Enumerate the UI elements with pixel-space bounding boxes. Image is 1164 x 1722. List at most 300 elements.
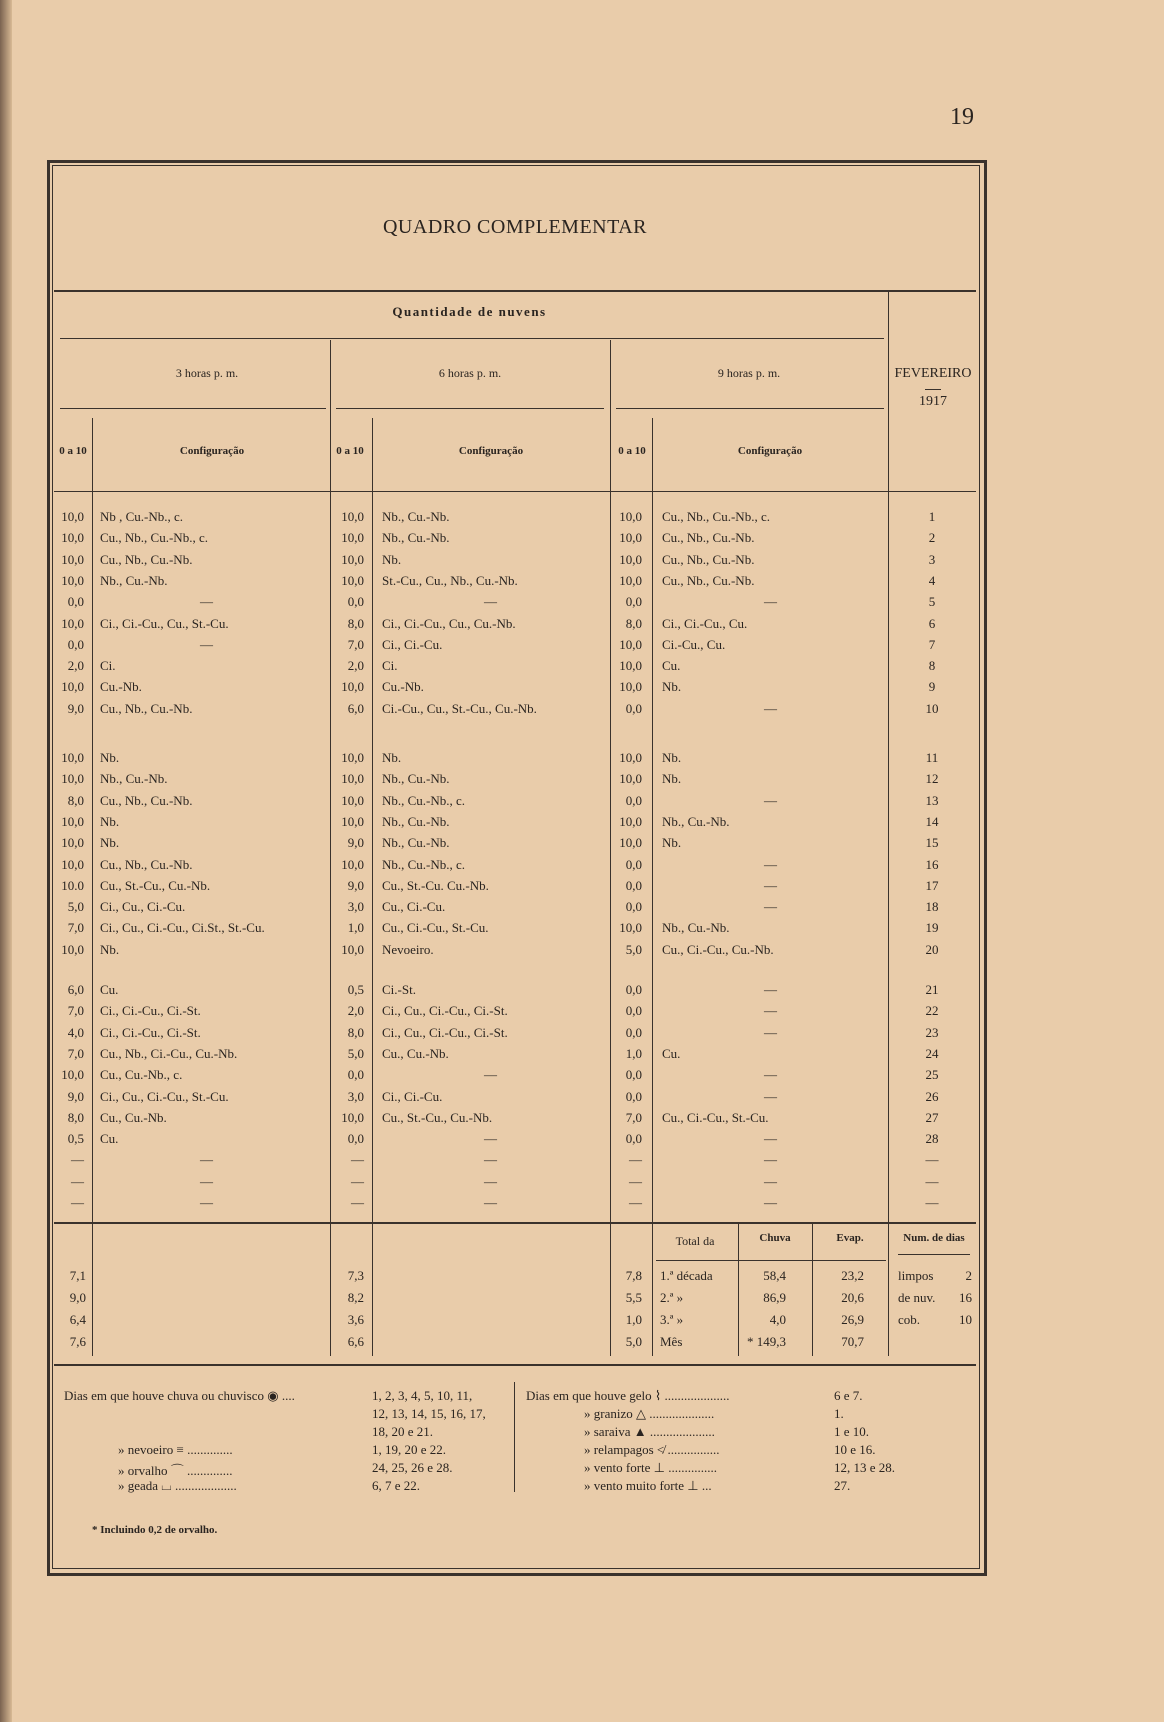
amount-9pm: 10,0 [619, 530, 642, 546]
amount-9pm: — [629, 1173, 642, 1189]
amount-header-9pm: 0 a 10 [618, 445, 646, 457]
amount-6pm: 0,0 [347, 594, 364, 610]
config-9pm: — [764, 1067, 777, 1083]
summary-evap-value: 23,2 [841, 1268, 864, 1283]
amount-header-6pm: 0 a 10 [336, 445, 364, 457]
bottom-divider [514, 1382, 515, 1492]
config-6pm: — [484, 1195, 497, 1210]
config-6pm: — [484, 1152, 497, 1168]
day-number: 5 [928, 594, 936, 610]
bottom-right-label: » vento forte ⊥ ............... [584, 1460, 717, 1475]
footnote: * Incluindo 0,2 de orvalho. [92, 1524, 218, 1536]
amount-9pm: 10,0 [619, 835, 642, 851]
amount-3pm: 0,0 [67, 636, 84, 652]
days-label: cob. [898, 1312, 921, 1327]
table-row [0, 637, 1164, 657]
config-3pm: Cu., Nb., Cu.-Nb. [100, 551, 193, 567]
config-3pm: Nb., Cu.-Nb. [100, 771, 168, 787]
amount-3pm: 7,0 [67, 920, 84, 936]
hour-rule-3 [616, 408, 884, 409]
amount-9pm: 0,0 [625, 792, 642, 808]
bottom-right-values: 1. [834, 1406, 844, 1421]
hour-rule-1 [60, 408, 326, 409]
config-6pm: St.-Cu., Cu., Nb., Cu.-Nb. [382, 572, 518, 588]
day-number: 28 [925, 1131, 939, 1147]
day-number: 16 [925, 856, 939, 872]
config-6pm: Ci. [382, 658, 398, 674]
config-6pm: Nb., Cu.-Nb. [382, 509, 450, 524]
data-bottom-rule [54, 1222, 976, 1224]
amount-3pm: 10,0 [61, 771, 84, 787]
amount-9pm: 10,0 [619, 920, 642, 936]
day-number: 13 [925, 792, 939, 808]
table-row [0, 982, 1164, 1002]
config-6pm: Ci., Cu., Ci.-Cu., Ci.-St. [382, 1024, 508, 1040]
total-header: Total da [675, 1234, 715, 1248]
config-6pm: Nb., Cu.-Nb., c. [382, 856, 466, 872]
config-6pm: Nb., Cu.-Nb. [382, 813, 450, 829]
config-3pm: — [200, 1152, 213, 1168]
config-3pm: Cu., Nb., Cu.-Nb., c. [100, 530, 208, 546]
config-6pm: Nevoeiro. [382, 941, 434, 957]
amount-6pm: 10,0 [341, 551, 364, 567]
config-6pm: Ci., Ci.-Cu. [382, 1088, 443, 1104]
amount-3pm: — [71, 1152, 84, 1168]
config-6pm: Nb. [382, 750, 402, 765]
amount-6pm: 10,0 [341, 792, 364, 808]
table-row [0, 814, 1164, 834]
config-3pm: Cu., Nb., Cu.-Nb. [100, 856, 193, 872]
day-number: 6 [928, 615, 936, 631]
config-9pm: — [764, 1173, 777, 1189]
table-row [0, 573, 1164, 593]
config-6pm: Nb., Cu.-Nb. [382, 771, 450, 787]
amount-header-3pm: 0 a 10 [59, 445, 87, 457]
config-6pm: Nb., Cu.-Nb., c. [382, 792, 466, 808]
amount-9pm: 10,0 [619, 636, 642, 652]
amount-6pm: 8,0 [347, 1024, 364, 1040]
config-header-3pm: Configuração [179, 445, 245, 457]
table-row [0, 835, 1164, 855]
amount-9pm: 10,0 [619, 813, 642, 829]
table-row [0, 1110, 1164, 1130]
bottom-left-label: Dias em que houve chuva ou chuvisco ◉ .... [64, 1388, 295, 1403]
config-6pm: Cu., Ci.-Cu., St.-Cu. [382, 920, 489, 936]
day-number: 19 [925, 920, 939, 936]
day-number: 22 [925, 1003, 939, 1019]
summary-period-label: Mês [660, 1334, 683, 1349]
config-3pm: — [200, 1173, 213, 1189]
amount-3pm: 10,0 [61, 615, 84, 631]
config-9pm: — [764, 594, 777, 610]
amount-3pm: 10,0 [61, 835, 84, 851]
bottom-right-label: » granizo △ .................... [584, 1406, 715, 1421]
config-9pm: Nb. [662, 679, 682, 695]
days-value: 2 [965, 1268, 972, 1283]
table-row [0, 899, 1164, 919]
amount-6pm: 10,0 [341, 1109, 364, 1125]
amount-6pm: 5,0 [347, 1045, 364, 1061]
amount-3pm: 5,0 [67, 899, 84, 915]
dias-header-rule [898, 1254, 970, 1255]
amount-9pm: 7,0 [625, 1109, 642, 1125]
bottom-left-values: 12, 13, 14, 15, 16, 17, [372, 1406, 486, 1421]
day-number: 18 [925, 899, 939, 915]
day-number: 20 [925, 941, 939, 957]
config-6pm: Ci.-Cu., Cu., St.-Cu., Cu.-Nb. [382, 700, 537, 716]
config-9pm: Ci.-Cu., Cu. [662, 636, 726, 652]
table-row [0, 701, 1164, 721]
table-row [0, 509, 1164, 529]
config-9pm: — [764, 792, 777, 808]
title-divider [54, 290, 976, 292]
summary-bottom-rule [54, 1364, 976, 1366]
summary-period-label: 1.ª década [660, 1268, 713, 1283]
table-row [0, 679, 1164, 699]
config-9pm: Cu., Ci.-Cu., Cu.-Nb. [662, 941, 774, 957]
amount-9pm: 10,0 [619, 551, 642, 567]
amount-9pm: 10,0 [619, 771, 642, 787]
amount-3pm: 10,0 [61, 750, 84, 765]
day-number: 25 [925, 1067, 939, 1083]
amount-3pm: — [71, 1195, 84, 1210]
mean-9pm: 1,0 [625, 1312, 642, 1327]
amount-9pm: 0,0 [625, 1024, 642, 1040]
bottom-right-values: 12, 13 e 28. [834, 1460, 896, 1475]
amount-6pm: 10,0 [341, 750, 364, 765]
day-number: — [925, 1173, 939, 1189]
amount-3pm: 4,0 [67, 1024, 84, 1040]
bottom-right-values: 27. [834, 1478, 851, 1493]
amount-3pm: 7,0 [67, 1045, 84, 1061]
amount-3pm: 7,0 [67, 1003, 84, 1019]
table-row [0, 1174, 1164, 1194]
config-9pm: Nb. [662, 750, 682, 765]
bottom-left-values: 6, 7 e 22. [372, 1478, 421, 1493]
amount-6pm: 0,5 [347, 982, 364, 997]
table-row [0, 942, 1164, 962]
table-row [0, 594, 1164, 614]
day-number: 8 [928, 658, 936, 674]
config-9pm: — [764, 1024, 777, 1040]
amount-3pm: 10,0 [61, 551, 84, 567]
config-9pm: Cu., Nb., Cu.-Nb. [662, 551, 755, 567]
day-number: 11 [925, 750, 939, 765]
amount-3pm: 10,0 [61, 572, 84, 588]
bottom-right-values: 6 e 7. [834, 1388, 863, 1403]
amount-3pm: 10.0 [61, 877, 84, 893]
config-6pm: Cu., St.-Cu., Cu.-Nb. [382, 1109, 493, 1125]
config-9pm: Nb. [662, 771, 682, 787]
days-label: de nuv. [898, 1290, 936, 1305]
amount-3pm: 6,0 [67, 982, 84, 997]
day-number: 2 [928, 530, 936, 546]
config-3pm: Cu. [100, 982, 119, 997]
table-row [0, 771, 1164, 791]
config-9pm: Nb., Cu.-Nb. [662, 813, 730, 829]
config-3pm: Cu., Nb., Ci.-Cu., Cu.-Nb. [100, 1045, 238, 1061]
bottom-left-values: 1, 2, 3, 4, 5, 10, 11, [372, 1388, 473, 1403]
day-number: 9 [928, 679, 936, 695]
summary-evap-value: 70,7 [841, 1334, 864, 1349]
config-9pm: — [764, 899, 777, 915]
amount-6pm: — [351, 1173, 364, 1189]
config-3pm: — [200, 594, 213, 610]
config-3pm: Cu., Cu.-Nb. [100, 1109, 167, 1125]
config-6pm: — [484, 1131, 497, 1147]
amount-6pm: 10,0 [341, 856, 364, 872]
amount-9pm: 0,0 [625, 877, 642, 893]
config-9pm: Ci., Ci.-Cu., Cu. [662, 615, 748, 631]
config-3pm: Nb , Cu.-Nb., c. [100, 509, 184, 524]
config-3pm: Cu., Nb., Cu.-Nb. [100, 700, 193, 716]
amount-3pm: 2,0 [67, 658, 84, 674]
amount-6pm: 1,0 [347, 920, 364, 936]
table-row [0, 750, 1164, 770]
mean-9pm: 5,0 [625, 1334, 642, 1349]
config-9pm: — [764, 877, 777, 893]
day-number: 1 [928, 509, 936, 524]
config-3pm: Nb., Cu.-Nb. [100, 572, 168, 588]
hour-3pm-header: 3 horas p. m. [175, 366, 239, 380]
amount-6pm: 6,0 [347, 700, 364, 716]
amount-9pm: 0,0 [625, 856, 642, 872]
amount-3pm: 10,0 [61, 941, 84, 957]
bottom-left-values: 24, 25, 26 e 28. [372, 1460, 453, 1475]
mean-3pm: 7,1 [69, 1268, 86, 1283]
amount-3pm: 9,0 [67, 1088, 84, 1104]
amount-9pm: 0,0 [625, 594, 642, 610]
summary-evap-value: 20,6 [841, 1290, 864, 1305]
config-3pm: Ci., Ci.-Cu., Ci.-St. [100, 1003, 201, 1019]
config-9pm: Cu. [662, 1045, 681, 1061]
amount-6pm: 10,0 [341, 530, 364, 546]
config-3pm: Ci., Cu., Ci.-Cu., St.-Cu. [100, 1088, 229, 1104]
amount-9pm: 0,0 [625, 899, 642, 915]
amount-3pm: 8,0 [67, 792, 84, 808]
config-3pm: Ci., Ci.-Cu., Cu., St.-Cu. [100, 615, 229, 631]
config-3pm: Ci. [100, 658, 116, 674]
config-3pm: — [200, 636, 213, 652]
config-3pm: Cu., St.-Cu., Cu.-Nb. [100, 877, 211, 893]
config-9pm: — [764, 1152, 777, 1168]
amount-3pm: 10,0 [61, 813, 84, 829]
day-number: 7 [928, 636, 936, 652]
amount-9pm: 0,0 [625, 700, 642, 716]
amount-3pm: 10,0 [61, 679, 84, 695]
table-row [0, 1067, 1164, 1087]
amount-6pm: 0,0 [347, 1131, 364, 1147]
header-bottom-rule [54, 491, 976, 492]
mean-3pm: 6,4 [69, 1312, 86, 1327]
month-divider [925, 389, 941, 390]
hour-6pm-header: 6 horas p. m. [438, 366, 502, 380]
config-9pm: Cu., Ci.-Cu., St.-Cu. [662, 1109, 769, 1125]
bottom-right-values: 10 e 16. [834, 1442, 876, 1457]
amount-9pm: 10,0 [619, 658, 642, 674]
bottom-right-label: » saraiva ▲ .................... [584, 1424, 715, 1439]
amount-6pm: 9,0 [347, 877, 364, 893]
summary-chuva-value: 58,4 [763, 1268, 786, 1283]
day-number: 26 [925, 1088, 939, 1104]
table-row [0, 1025, 1164, 1045]
amount-6pm: — [351, 1195, 364, 1210]
day-number: 15 [925, 835, 939, 851]
amount-6pm: 8,0 [347, 615, 364, 631]
config-6pm: Nb. [382, 551, 402, 567]
config-9pm: — [764, 1131, 777, 1147]
bottom-left-values: 1, 19, 20 e 22. [372, 1442, 447, 1457]
config-3pm: Cu., Nb., Cu.-Nb. [100, 792, 193, 808]
day-number: 21 [925, 982, 939, 997]
amount-6pm: 10,0 [341, 813, 364, 829]
config-3pm: Nb. [100, 813, 120, 829]
table-row [0, 1152, 1164, 1172]
days-value: 16 [959, 1290, 972, 1305]
amount-3pm: 10,0 [61, 530, 84, 546]
mean-6pm: 6,6 [347, 1334, 364, 1349]
amount-6pm: 2,0 [347, 658, 364, 674]
amount-9pm: 10,0 [619, 679, 642, 695]
table-row [0, 1046, 1164, 1066]
table-row [0, 616, 1164, 636]
summary-chuva-value: * 149,3 [747, 1334, 786, 1349]
amount-3pm: — [71, 1173, 84, 1189]
config-3pm: Ci., Ci.-Cu., Ci.-St. [100, 1024, 201, 1040]
config-3pm: Cu., Cu.-Nb., c. [100, 1067, 183, 1083]
amount-9pm: 10,0 [619, 750, 642, 765]
config-9pm: Cu., Nb., Cu.-Nb. [662, 530, 755, 546]
config-3pm: Ci., Cu., Ci.-Cu. [100, 899, 186, 915]
config-9pm: — [764, 1195, 777, 1210]
table-row [0, 658, 1164, 678]
table-row [0, 1195, 1164, 1215]
table-row [0, 530, 1164, 550]
table-row [0, 1003, 1164, 1023]
month-label: FEVEREIRO [894, 366, 972, 381]
mean-6pm: 3,6 [347, 1312, 364, 1327]
amount-9pm: 0,0 [625, 1003, 642, 1019]
page-number: 19 [950, 104, 974, 130]
amount-3pm: 9,0 [67, 700, 84, 716]
table-row [0, 857, 1164, 877]
config-6pm: Nb., Cu.-Nb. [382, 530, 450, 546]
summary-period-label: 3.ª » [660, 1312, 684, 1327]
day-number: 23 [925, 1024, 939, 1040]
config-6pm: Ci., Ci.-Cu. [382, 636, 443, 652]
config-3pm: Cu.-Nb. [100, 679, 142, 695]
config-9pm: Cu., Nb., Cu.-Nb., c. [662, 509, 770, 524]
config-6pm: — [484, 594, 497, 610]
amount-6pm: 10,0 [341, 771, 364, 787]
config-6pm: Cu., St.-Cu. Cu.-Nb. [382, 877, 489, 893]
config-3pm: Nb. [100, 941, 120, 957]
day-number: 24 [925, 1045, 939, 1061]
amount-6pm: 10,0 [341, 572, 364, 588]
day-number: — [925, 1152, 939, 1168]
subtitle-rule [60, 338, 884, 339]
config-9pm: — [764, 1088, 777, 1104]
bottom-left-values: 18, 20 e 21. [372, 1424, 434, 1439]
amount-9pm: 8,0 [625, 615, 642, 631]
amount-6pm: 10,0 [341, 679, 364, 695]
config-9pm: Cu. [662, 658, 681, 674]
amount-3pm: 0,5 [67, 1131, 84, 1147]
year-label: 1917 [919, 394, 947, 409]
amount-9pm: 0,0 [625, 1088, 642, 1104]
days-value: 10 [959, 1312, 972, 1327]
mean-6pm: 8,2 [347, 1290, 364, 1305]
amount-9pm: — [629, 1152, 642, 1168]
day-number: 17 [925, 877, 939, 893]
amount-6pm: 0,0 [347, 1067, 364, 1083]
bottom-right-label: Dias em que houve gelo ⌇ .................... [526, 1388, 730, 1403]
chuva-header: Chuva [759, 1232, 791, 1244]
mean-3pm: 7,6 [69, 1334, 86, 1349]
config-6pm: Cu., Cu.-Nb. [382, 1045, 449, 1061]
amount-6pm: 10,0 [341, 509, 364, 524]
amount-9pm: 0,0 [625, 982, 642, 997]
summary-chuva-value: 4,0 [769, 1312, 786, 1327]
day-number: 3 [928, 551, 936, 567]
amount-9pm: 10,0 [619, 572, 642, 588]
bottom-left-label: » nevoeiro ≡ .............. [118, 1442, 233, 1457]
amount-6pm: 2,0 [347, 1003, 364, 1019]
config-6pm: Ci.-St. [382, 982, 416, 997]
amount-6pm: 10,0 [341, 941, 364, 957]
summary-header-rule [656, 1260, 886, 1261]
day-number: 27 [925, 1109, 939, 1125]
bottom-left-label: » geada ⌴ ................... [118, 1478, 237, 1493]
config-3pm: Ci., Cu., Ci.-Cu., Ci.St., St.-Cu. [100, 920, 265, 936]
config-6pm: Ci., Cu., Ci.-Cu., Ci.-St. [382, 1003, 508, 1019]
summary-chuva-value: 86,9 [763, 1290, 786, 1305]
bottom-right-values: 1 e 10. [834, 1424, 870, 1439]
config-6pm: Cu., Ci.-Cu. [382, 899, 446, 915]
table-row [0, 552, 1164, 572]
amount-6pm: 7,0 [347, 636, 364, 652]
config-9pm: — [764, 856, 777, 872]
config-6pm: Nb., Cu.-Nb. [382, 835, 450, 851]
amount-6pm: 9,0 [347, 835, 364, 851]
day-number: 4 [928, 572, 936, 588]
dias-header: Num. de dias [903, 1232, 965, 1244]
bottom-left-label: » orvalho ⌒ .............. [118, 1463, 233, 1478]
table-row [0, 878, 1164, 898]
config-header-9pm: Configuração [737, 445, 803, 457]
hour-9pm-header: 9 horas p. m. [717, 366, 781, 380]
bottom-right-label: » relampagos ≮ ................ [584, 1442, 720, 1457]
amount-6pm: 3,0 [347, 899, 364, 915]
config-9pm: Cu., Nb., Cu.-Nb. [662, 572, 755, 588]
evap-header: Evap. [836, 1232, 864, 1244]
mean-3pm: 9,0 [69, 1290, 86, 1305]
amount-3pm: 8,0 [67, 1109, 84, 1125]
table-row [0, 1089, 1164, 1109]
summary-evap-value: 26,9 [841, 1312, 864, 1327]
config-6pm: Cu.-Nb. [382, 679, 424, 695]
amount-3pm: 10,0 [61, 1067, 84, 1083]
amount-9pm: — [629, 1195, 642, 1210]
table-row [0, 920, 1164, 940]
mean-6pm: 7,3 [347, 1268, 364, 1283]
config-9pm: Nb., Cu.-Nb. [662, 920, 730, 936]
amount-9pm: 10,0 [619, 509, 642, 524]
config-6pm: — [484, 1173, 497, 1189]
config-9pm: — [764, 982, 777, 997]
config-6pm: Ci., Ci.-Cu., Cu., Cu.-Nb. [382, 615, 516, 631]
mean-9pm: 7,8 [625, 1268, 642, 1283]
